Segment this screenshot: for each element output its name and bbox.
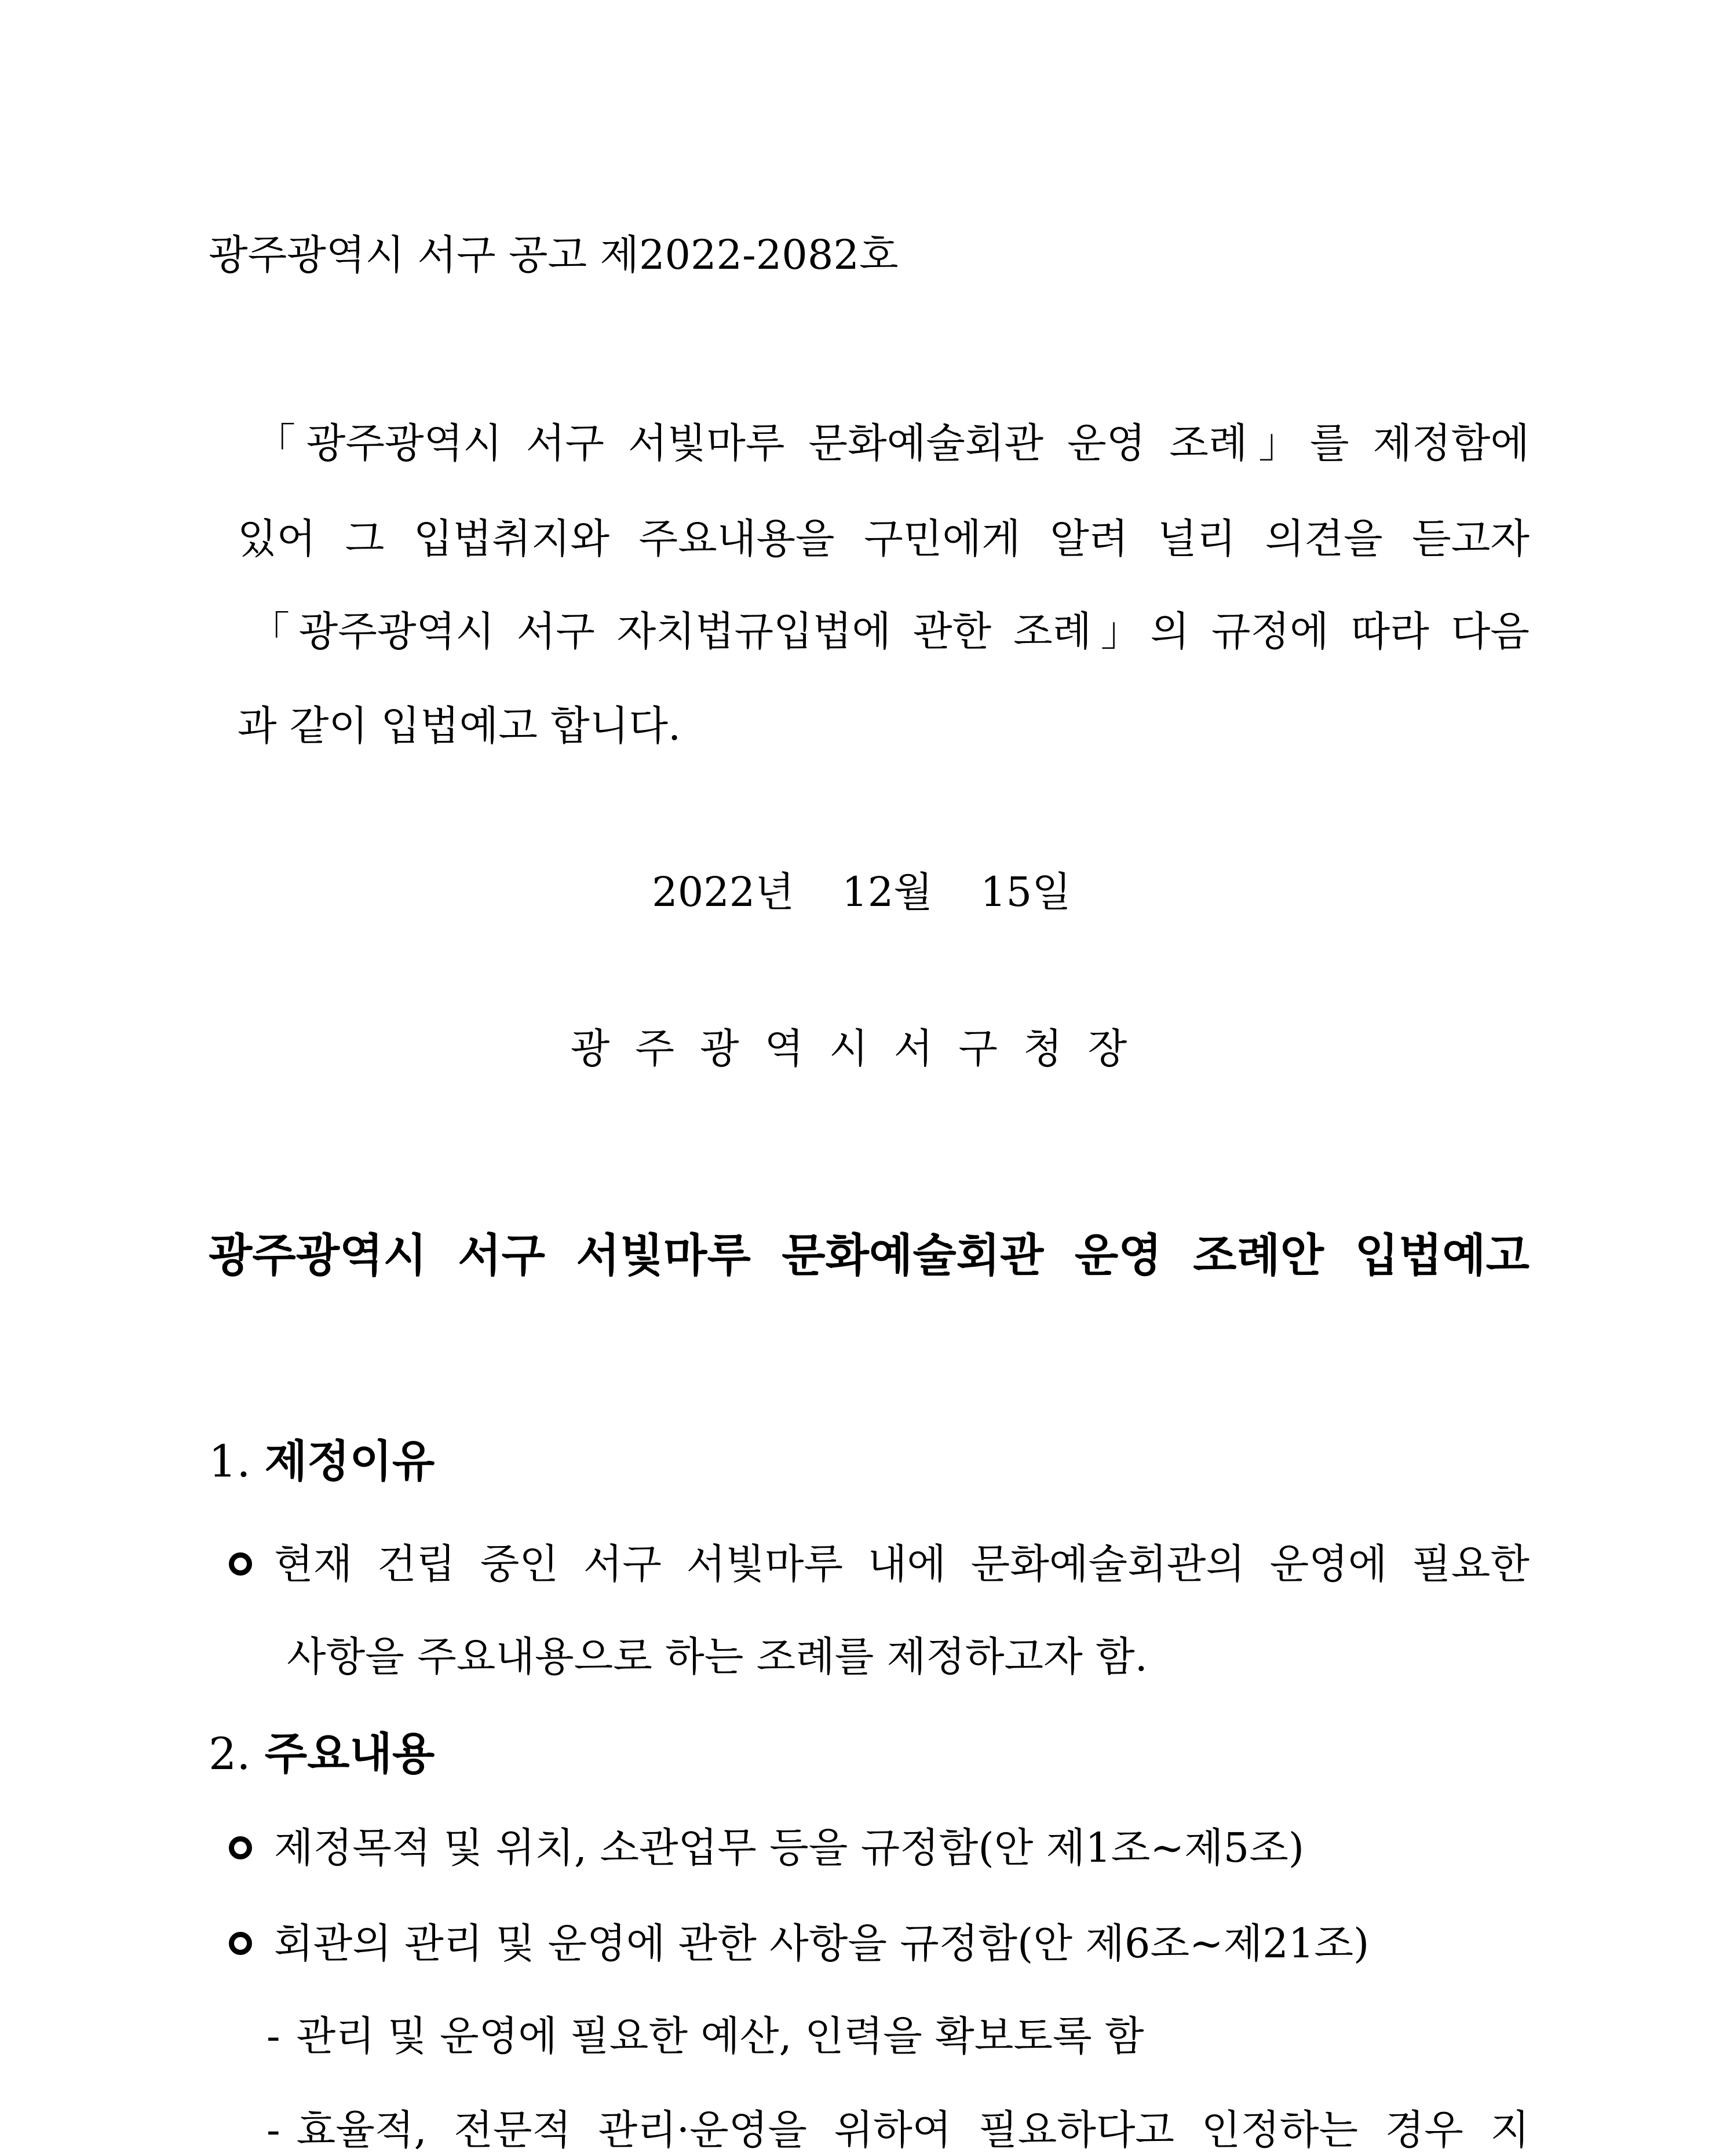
intro-line-1: 「광주광역시 서구 서빛마루 문화예술회관 운영 조례」를 제정함에 (255, 419, 1529, 467)
section-2-heading (209, 1728, 435, 1780)
section-2-bullet-1 (229, 1822, 1304, 1874)
intro-line-2: 있어 그 입법취지와 주요내용을 구민에게 알려 널리 의견을 듣고자 (238, 515, 1529, 562)
intro-line-3: 「광주광역시 서구 자치법규입법에 관한 조례」의 규정에 따라 다음 (249, 608, 1529, 655)
section-2-bullet-2-text: 회관의 관리 및 운영에 관한 사항을 규정함(안 제6조∼제21조) (274, 1920, 1370, 1967)
circle-bullet-icon (229, 1552, 252, 1576)
section-2-dash-item-1-text: 관리 및 운영에 필요한 예산, 인력을 확보토록 함 (296, 2012, 1144, 2060)
section-2-title: 주요내용 (264, 1728, 435, 1779)
circle-bullet-icon (229, 1932, 252, 1955)
section-2-dash-item-2 (267, 2104, 1529, 2156)
notice-date: 2022년 12월 15일 (652, 868, 1071, 916)
intro-line-4: 과 같이 입법예고 합니다. (238, 702, 681, 750)
section-2-bullet-2 (229, 1917, 1369, 1969)
dash-marker: - (267, 2012, 280, 2060)
issuer-name: 광주광역시서구청장 (570, 1025, 1153, 1072)
document-title: 광주광역시 서구 서빛마루 문화예술회관 운영 조례안 입법예고 (209, 1229, 1529, 1282)
section-1-heading (209, 1435, 435, 1488)
notice-number: 광주광역시 서구 공고 제2022-2082호 (209, 231, 899, 279)
section-2-dash-item-2-text: 효율적, 전문적 관리·운영을 위하여 필요하다고 인정하는 경우 지 (296, 2106, 1529, 2154)
section-1-bullet (229, 1538, 1529, 1590)
section-2-number: 2. (209, 1728, 251, 1779)
section-1-number: 1. (209, 1435, 251, 1487)
section-2-bullet-1-text: 제정목적 및 위치, 소관업무 등을 규정함(안 제1조∼제5조) (274, 1824, 1305, 1872)
dash-marker: - (267, 2106, 280, 2154)
circle-bullet-icon (229, 1836, 252, 1859)
section-1-bullet-text: 현재 건립 중인 서구 서빛마루 내에 문화예술회관의 운영에 필요한 (274, 1540, 1529, 1588)
section-1-title: 제정이유 (264, 1435, 435, 1487)
section-2-dash-item-1 (267, 2010, 1144, 2062)
section-1-bullet-continuation: 사항을 주요내용으로 하는 조례를 제정하고자 함. (287, 1633, 1148, 1680)
